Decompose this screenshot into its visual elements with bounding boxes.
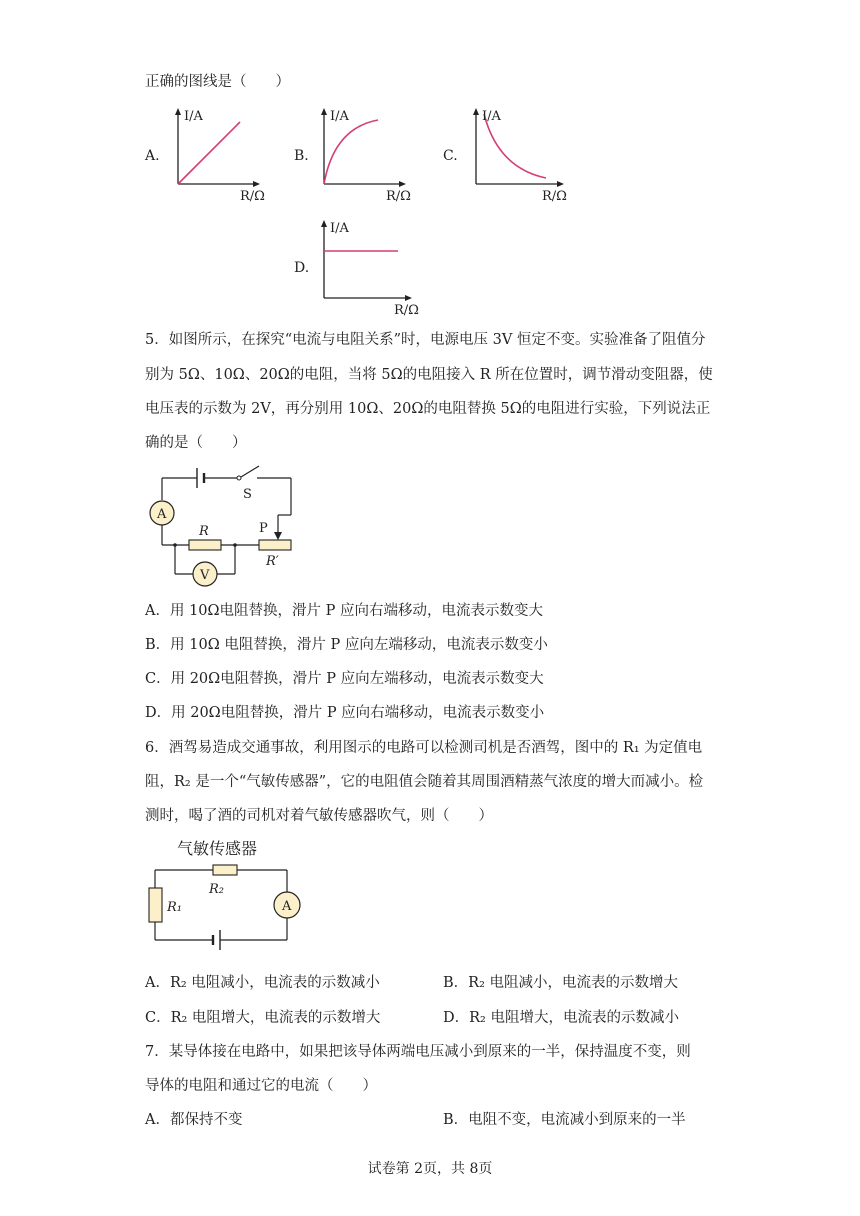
y-axis-arrow bbox=[473, 108, 479, 115]
x-axis-arrow bbox=[399, 181, 406, 187]
graph-b-xlabel: R/Ω bbox=[386, 189, 411, 204]
r1-label: R₁ bbox=[167, 900, 182, 915]
q7-stem-line-2: 导体的电阻和通过它的电流（ ） bbox=[145, 1078, 377, 1094]
q6-option-b[interactable]: B．R₂ 电阻减小，电流表的示数增大 bbox=[443, 975, 678, 991]
ammeter-label: A bbox=[157, 507, 167, 522]
q6-stem-line-2: 阻，R₂ 是一个“气敏传感器”，它的电阻值会随着其周围酒精蒸气浓度的增大而减小。检 bbox=[145, 774, 704, 790]
q4-graph-c[interactable] bbox=[470, 106, 567, 204]
q5-option-c[interactable]: C．用 20Ω电阻替换，滑片 P 应向左端移动，电流表示数变大 bbox=[145, 671, 544, 687]
graph-a-ylabel: I/A bbox=[184, 109, 203, 124]
y-axis-arrow bbox=[175, 108, 181, 115]
q4-option-a-letter: A. bbox=[145, 148, 160, 164]
q4-option-d-letter: D. bbox=[294, 260, 310, 276]
slider-label: P bbox=[259, 521, 268, 536]
r2-label: R₂ bbox=[209, 882, 224, 897]
sensor-label: 气敏传感器 bbox=[177, 839, 258, 858]
rheostat bbox=[259, 540, 291, 550]
resistor-r1 bbox=[149, 888, 162, 922]
q6-stem-line-1: 6．酒驾易造成交通事故，利用图示的电路可以检测司机是否酒驾，图中的 R₁ 为定值电 bbox=[145, 740, 703, 756]
resistor-r bbox=[189, 540, 221, 550]
resistor-r-label: R bbox=[199, 524, 209, 539]
q4-option-b-letter: B. bbox=[294, 148, 309, 164]
graph-a-curve bbox=[178, 122, 240, 184]
q5-option-a[interactable]: A．用 10Ω电阻替换，滑片 P 应向右端移动，电流表示数变大 bbox=[145, 603, 544, 619]
rheostat-label: R′ bbox=[266, 554, 279, 569]
q7-stem-line-1: 7．某导体接在电路中，如果把该导体两端电压减小到原来的一半，保持温度不变，则 bbox=[145, 1044, 691, 1060]
q4-graph-b[interactable] bbox=[318, 106, 411, 204]
q6-stem-line-3: 测时，喝了酒的司机对着气敏传感器吹气，则（ ） bbox=[145, 808, 493, 824]
q5-option-b[interactable]: B．用 10Ω 电阻替换，滑片 P 应向左端移动，电流表示数变小 bbox=[145, 637, 548, 653]
q6-option-c[interactable]: C．R₂ 电阻增大，电流表的示数增大 bbox=[145, 1010, 381, 1026]
graph-a-xlabel: R/Ω bbox=[240, 189, 265, 204]
y-axis-arrow bbox=[321, 220, 327, 227]
q6-circuit-diagram bbox=[145, 836, 305, 956]
q6-option-d[interactable]: D．R₂ 电阻增大，电流表的示数减小 bbox=[443, 1010, 679, 1026]
graph-c-xlabel: R/Ω bbox=[542, 189, 567, 204]
slider-arrow bbox=[274, 532, 282, 540]
q5-stem-line-1: 5．如图所示，在探究“电流与电阻关系”时，电源电压 3V 恒定不变。实验准备了阻值分 bbox=[145, 332, 706, 348]
q5-circuit-diagram bbox=[145, 462, 305, 592]
x-axis-arrow bbox=[557, 181, 564, 187]
q4-graph-a[interactable] bbox=[172, 106, 265, 204]
graph-b-ylabel: I/A bbox=[330, 109, 349, 124]
x-axis-arrow bbox=[405, 295, 412, 301]
y-axis-arrow bbox=[321, 108, 327, 115]
q5-stem-line-3: 电压表的示数为 2V，再分别用 10Ω、20Ω的电阻替换 5Ω的电阻进行实验，下列说法正 bbox=[145, 401, 711, 417]
q6-option-a[interactable]: A．R₂ 电阻减小，电流表的示数减小 bbox=[145, 975, 380, 991]
switch-pivot bbox=[237, 476, 241, 480]
q5-stem-line-4: 确的是（ ） bbox=[145, 435, 247, 451]
q7-option-b[interactable]: B．电阻不变，电流减小到原来的一半 bbox=[443, 1112, 686, 1128]
switch-label: S bbox=[243, 487, 252, 502]
graph-b-curve bbox=[324, 120, 378, 184]
graph-d-ylabel: I/A bbox=[330, 221, 349, 236]
q5-stem-line-2: 别为 5Ω、10Ω、20Ω的电阻，当将 5Ω的电阻接入 R 所在位置时，调节滑动变阻器，使 bbox=[145, 367, 713, 383]
x-axis-arrow bbox=[253, 181, 260, 187]
q4-question-tail: 正确的图线是（ ） bbox=[145, 74, 290, 90]
graph-d-xlabel: R/Ω bbox=[394, 303, 419, 318]
q4-graph-d[interactable] bbox=[318, 218, 419, 318]
voltmeter-label: V bbox=[200, 568, 210, 583]
q4-option-c-letter: C. bbox=[443, 148, 458, 164]
sensor-r2 bbox=[213, 865, 237, 875]
graph-c-ylabel: I/A bbox=[482, 109, 501, 124]
q5-option-d[interactable]: D．用 20Ω电阻替换，滑片 P 应向右端移动，电流表示数变小 bbox=[145, 705, 545, 721]
switch-blade bbox=[241, 466, 259, 477]
q7-option-a[interactable]: A．都保持不变 bbox=[145, 1112, 243, 1128]
ammeter-label: A bbox=[282, 899, 292, 914]
page-footer: 试卷第 2页，共 8页 bbox=[367, 1161, 493, 1177]
